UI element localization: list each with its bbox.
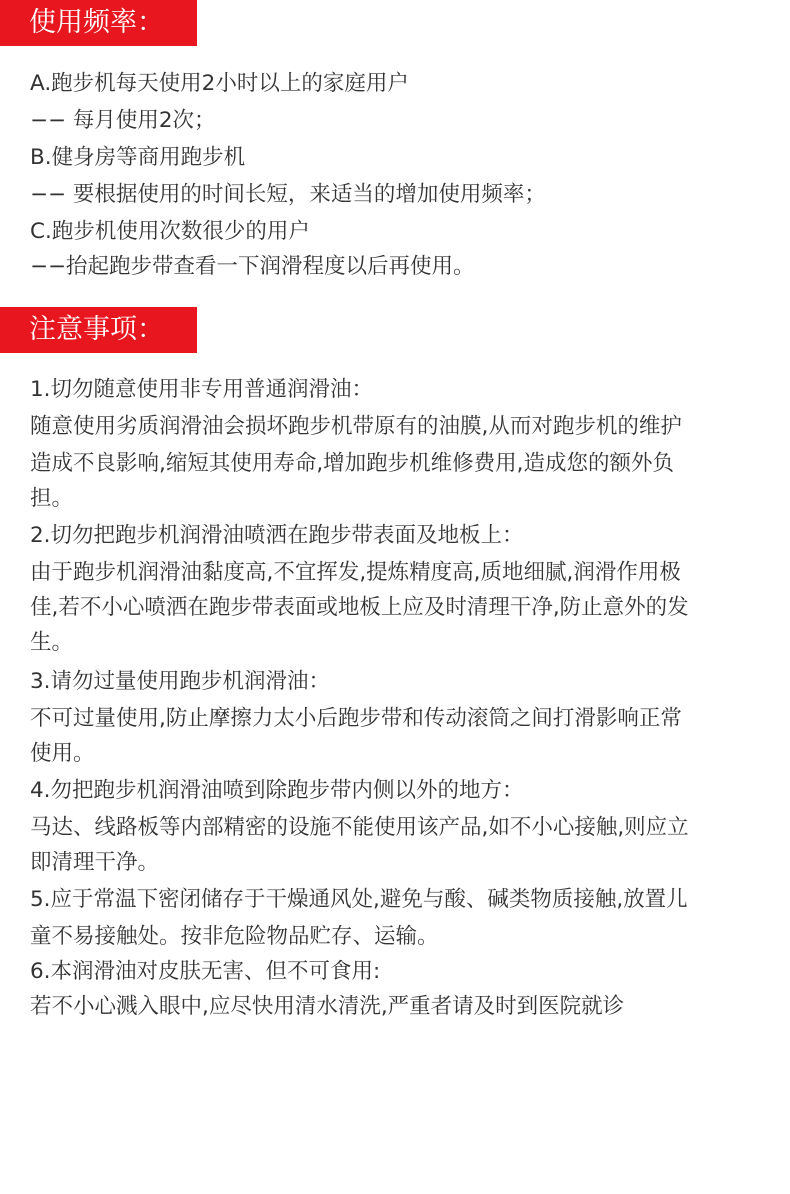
usage-line: C.跑步机使用次数很少的用户 — [30, 219, 310, 244]
precautions-header: 注意事项： — [0, 307, 197, 353]
precaution-line: 5.应于常温下密闭储存于干燥通风处,避免与酸、碱类物质接触,放置儿 — [30, 887, 688, 912]
precaution-line: 4.勿把跑步机润滑油喷到除跑步带内侧以外的地方： — [30, 778, 524, 803]
precaution-line: 随意使用劣质润滑油会损坏跑步机带原有的油膜,从而对跑步机的维护 — [30, 414, 682, 439]
precaution-line: 3.请勿过量使用跑步机润滑油： — [30, 669, 331, 694]
usage-line: −− 要根据使用的时间长短，来适当的增加使用频率； — [30, 182, 546, 207]
precaution-line: 由于跑步机润滑油黏度高,不宜挥发,提炼精度高,质地细腻,润滑作用极 — [30, 560, 681, 585]
usage-line: −− 每月使用2次； — [30, 108, 216, 133]
precaution-line: 不可过量使用,防止摩擦力太小后跑步带和传动滚筒之间打滑影响正常 — [30, 706, 682, 731]
precaution-line: 6.本润滑油对皮肤无害、但不可食用: — [30, 959, 381, 984]
precaution-line: 童不易接触处。按非危险物品贮存、运输。 — [30, 924, 439, 949]
usage-line: B.健身房等商用跑步机 — [30, 145, 246, 170]
precaution-line: 马达、线路板等内部精密的设施不能使用该产品,如不小心接触,则应立 — [30, 815, 689, 840]
precaution-line: 担。 — [30, 486, 74, 511]
precaution-line: 若不小心溅入眼中,应尽快用清水清洗,严重者请及时到医院就诊 — [30, 994, 625, 1019]
precaution-line: 2.切勿把跑步机润滑油喷洒在跑步带表面及地板上： — [30, 523, 524, 548]
precaution-line: 1.切勿随意使用非专用普通润滑油： — [30, 377, 374, 402]
precaution-line: 佳,若不小心喷洒在跑步带表面或地板上应及时清理干净,防止意外的发 — [30, 595, 689, 620]
usage-frequency-header: 使用频率： — [0, 0, 197, 46]
usage-line: −−抬起跑步带查看一下润滑程度以后再使用。 — [30, 254, 475, 279]
usage-line: A.跑步机每天使用2小时以上的家庭用户 — [30, 71, 409, 96]
precaution-line: 即清理干净。 — [30, 850, 160, 875]
precaution-line: 造成不良影响,缩短其使用寿命,增加跑步机维修费用,造成您的额外负 — [30, 451, 675, 476]
precaution-line: 生。 — [30, 630, 74, 655]
precaution-line: 使用。 — [30, 741, 95, 766]
